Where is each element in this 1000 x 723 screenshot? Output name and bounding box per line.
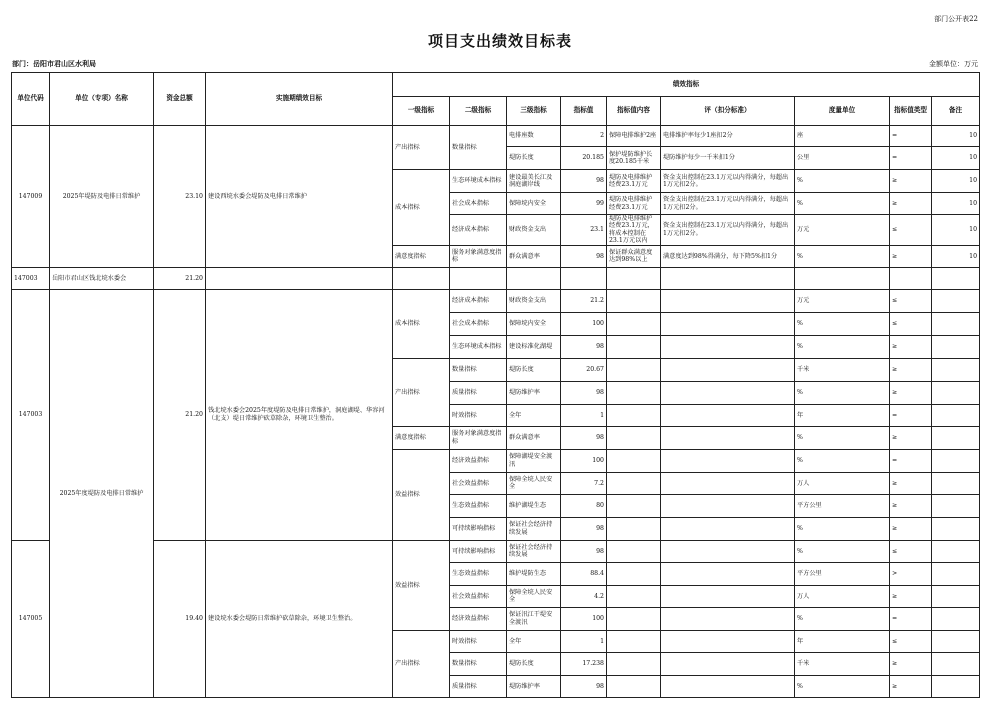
level2-cell: 经济成本指标 xyxy=(450,215,507,246)
level3-cell: 保障全垸人民安全 xyxy=(507,472,561,494)
measure-unit-cell: % xyxy=(795,517,890,540)
scoring-cell: 堤防维护每少一千米扣1分 xyxy=(661,147,795,170)
unit-name-cell: 2025年堤防及电排日常维护 xyxy=(50,126,154,268)
unit-code-cell: 147003 xyxy=(12,267,50,289)
level3-cell: 保障全垸人民安全 xyxy=(507,585,561,607)
value-type-cell: ≥ xyxy=(890,472,932,494)
content-cell: 保护堤防维护长度20.185千米 xyxy=(607,147,661,170)
value-cell: 98 xyxy=(561,517,607,540)
header-total-funds: 资金总额 xyxy=(154,73,206,126)
value-cell: 98 xyxy=(561,381,607,404)
level3-cell: 保证社会经济持续发展 xyxy=(507,517,561,540)
unit-name-cell: 2025年度堤防及电排日常维护 xyxy=(50,289,154,697)
value-type-cell: ≥ xyxy=(890,585,932,607)
measure-unit-cell: % xyxy=(795,540,890,562)
level3-cell: 保障垸内安全 xyxy=(507,193,561,215)
value-type-cell: ≥ xyxy=(890,358,932,381)
value-cell: 100 xyxy=(561,449,607,472)
value-type-cell: ≤ xyxy=(890,312,932,335)
measure-unit-cell: % xyxy=(795,335,890,358)
value-cell: 20.67 xyxy=(561,358,607,381)
value-type-cell: ≥ xyxy=(890,426,932,449)
measure-unit-cell: 万元 xyxy=(795,289,890,312)
level2-cell: 生态效益指标 xyxy=(450,494,507,517)
table-row xyxy=(12,540,980,562)
scoring-cell: 资金支出控制在23.1万元以内得满分，每超出1万元扣2分。 xyxy=(661,215,795,246)
level3-cell: 堤防维护率 xyxy=(507,381,561,404)
value-cell: 100 xyxy=(561,607,607,630)
goal-cell: 建设西垸水委会堤防及电排日常维护 xyxy=(206,126,393,268)
level2-cell: 数量指标 xyxy=(450,358,507,381)
level1-cell: 效益指标 xyxy=(393,540,450,630)
corner-label: 部门公开表22 xyxy=(934,15,978,23)
table-row xyxy=(12,289,980,312)
header-content: 指标值内容 xyxy=(607,97,661,126)
value-cell: 98 xyxy=(561,170,607,193)
level3-cell: 维护湖堤生态 xyxy=(507,494,561,517)
value-type-cell: ≥ xyxy=(890,675,932,697)
value-type-cell: ≤ xyxy=(890,289,932,312)
header-remark: 备注 xyxy=(932,97,980,126)
value-type-cell: = xyxy=(890,404,932,426)
header-scoring: 评（扣分标准） xyxy=(661,97,795,126)
measure-unit-cell: % xyxy=(795,426,890,449)
scoring-cell: 电排维护率每少1座扣2分 xyxy=(661,126,795,147)
unit-code-cell: 147005 xyxy=(12,540,50,697)
level3-cell: 群众满意率 xyxy=(507,426,561,449)
value-cell: 80 xyxy=(561,494,607,517)
header-value: 指标值 xyxy=(561,97,607,126)
scoring-cell: 满意度达到98%得满分，每下降5%扣1分 xyxy=(661,245,795,267)
header-level2: 二级指标 xyxy=(450,97,507,126)
value-type-cell: = xyxy=(890,147,932,170)
measure-unit-cell: 万元 xyxy=(795,215,890,246)
measure-unit-cell: % xyxy=(795,381,890,404)
measure-unit-cell: 座 xyxy=(795,126,890,147)
value-type-cell: ≥ xyxy=(890,335,932,358)
value-cell: 4.2 xyxy=(561,585,607,607)
level2-cell: 数量指标 xyxy=(450,126,507,170)
value-type-cell: ≥ xyxy=(890,652,932,675)
value-cell: 21.2 xyxy=(561,289,607,312)
level2-cell: 生态环境成本指标 xyxy=(450,170,507,193)
scoring-cell: 资金支出控制在23.1万元以内得满分，每超出1万元扣2分。 xyxy=(661,170,795,193)
amount-cell: 21.20 xyxy=(154,289,206,540)
level3-cell: 保障垸内安全 xyxy=(507,312,561,335)
remark-cell: 10 xyxy=(932,147,980,170)
level3-cell: 保证汛江干堤安全渡汛 xyxy=(507,607,561,630)
level2-cell: 服务对象满意度指标 xyxy=(450,426,507,449)
header-unit-code: 单位代码 xyxy=(12,73,50,126)
measure-unit-cell: % xyxy=(795,449,890,472)
level2-cell: 服务对象满意度指标 xyxy=(450,245,507,267)
level3-cell: 堤防长度 xyxy=(507,147,561,170)
level1-cell: 效益指标 xyxy=(393,449,450,540)
header-unit-name: 单位（专项）名称 xyxy=(50,73,154,126)
level3-cell: 建设标准化湖堤 xyxy=(507,335,561,358)
value-type-cell: ≥ xyxy=(890,193,932,215)
value-cell: 1 xyxy=(561,630,607,652)
level2-cell: 经济成本指标 xyxy=(450,289,507,312)
level2-cell: 时效指标 xyxy=(450,404,507,426)
header-indicators: 绩效指标 xyxy=(393,73,980,97)
measure-unit-cell: % xyxy=(795,312,890,335)
value-cell: 7.2 xyxy=(561,472,607,494)
remark-cell: 10 xyxy=(932,170,980,193)
measure-unit-cell: 平方公里 xyxy=(795,562,890,585)
level3-cell: 电排座数 xyxy=(507,126,561,147)
level3-cell: 群众满意率 xyxy=(507,245,561,267)
value-type-cell: ≥ xyxy=(890,381,932,404)
value-cell: 88.4 xyxy=(561,562,607,585)
remark-cell: 10 xyxy=(932,245,980,267)
value-type-cell: ≥ xyxy=(890,517,932,540)
value-type-cell: ≤ xyxy=(890,540,932,562)
level3-cell: 维护堤防生态 xyxy=(507,562,561,585)
level3-cell: 建设最美长江及洞庭湖岸线 xyxy=(507,170,561,193)
level1-cell: 产出指标 xyxy=(393,630,450,697)
amount-cell: 19.40 xyxy=(154,540,206,697)
level2-cell: 生态效益指标 xyxy=(450,562,507,585)
page-title: 项目支出绩效目标表 xyxy=(427,32,572,50)
header-level1: 一级指标 xyxy=(393,97,450,126)
measure-unit-cell: 万人 xyxy=(795,585,890,607)
amount-cell: 21.20 xyxy=(154,267,206,289)
level3-cell: 全年 xyxy=(507,630,561,652)
department-label: 部门：岳阳市君山区水利局 xyxy=(12,59,96,68)
remark-cell: 10 xyxy=(932,215,980,246)
unit-code-cell: 147009 xyxy=(12,126,50,268)
value-type-cell: ≥ xyxy=(890,494,932,517)
measure-unit-cell: % xyxy=(795,607,890,630)
header-measure-unit: 度量单位 xyxy=(795,97,890,126)
value-type-cell: ≤ xyxy=(890,215,932,246)
value-cell: 98 xyxy=(561,675,607,697)
level2-cell: 可持续影响指标 xyxy=(450,540,507,562)
value-type-cell: = xyxy=(890,607,932,630)
performance-table xyxy=(11,72,980,698)
measure-unit-cell: 年 xyxy=(795,404,890,426)
measure-unit-cell: 千米 xyxy=(795,358,890,381)
remark-cell: 10 xyxy=(932,126,980,147)
goal-cell: 建设垸水委会堤防日常维护砍草除杂，环境卫生整治。 xyxy=(206,540,393,697)
level3-cell: 财政资金支出 xyxy=(507,289,561,312)
value-type-cell: ≤ xyxy=(890,630,932,652)
level3-cell: 堤防维护率 xyxy=(507,675,561,697)
content-cell: 保证群众满意度达到98%以上 xyxy=(607,245,661,267)
level3-cell: 堤防长度 xyxy=(507,652,561,675)
measure-unit-cell: 平方公里 xyxy=(795,494,890,517)
level3-cell: 保障湖堤安全渡汛 xyxy=(507,449,561,472)
level1-cell: 产出指标 xyxy=(393,358,450,426)
content-cell: 堤防及电排维护经费23.1万元 xyxy=(607,193,661,215)
measure-unit-cell: 万人 xyxy=(795,472,890,494)
level2-cell: 社会成本指标 xyxy=(450,312,507,335)
value-type-cell: = xyxy=(890,126,932,147)
value-cell: 98 xyxy=(561,335,607,358)
goal-cell: 钱北垸水委会2025年度堤防及电排日常维护，洞庭湖堤、华容河（北支）堤日常维护砍草除杂，环境卫生整治。 xyxy=(206,289,393,540)
measure-unit-cell: % xyxy=(795,675,890,697)
level2-cell: 社会成本指标 xyxy=(450,193,507,215)
value-cell: 20.185 xyxy=(561,147,607,170)
value-cell: 17.238 xyxy=(561,652,607,675)
level3-cell: 堤防长度 xyxy=(507,358,561,381)
content-cell: 堤防及电排维护经费23.1万元 xyxy=(607,170,661,193)
unit-code-cell: 147003 xyxy=(12,289,50,540)
level2-cell: 质量指标 xyxy=(450,381,507,404)
value-cell: 98 xyxy=(561,426,607,449)
level1-cell: 产出指标 xyxy=(393,126,450,170)
level1-cell: 满意度指标 xyxy=(393,426,450,449)
level2-cell: 时效指标 xyxy=(450,630,507,652)
amount-unit-label: 金额单位：万元 xyxy=(929,60,978,68)
measure-unit-cell: 年 xyxy=(795,630,890,652)
measure-unit-cell: % xyxy=(795,170,890,193)
amount-cell: 23.10 xyxy=(154,126,206,268)
level2-cell: 生态环境成本指标 xyxy=(450,335,507,358)
table-row xyxy=(12,267,980,289)
measure-unit-cell: % xyxy=(795,245,890,267)
content-cell: 保障电排维护2座 xyxy=(607,126,661,147)
value-cell: 98 xyxy=(561,245,607,267)
value-type-cell: ≥ xyxy=(890,170,932,193)
value-cell: 100 xyxy=(561,312,607,335)
level3-cell: 全年 xyxy=(507,404,561,426)
level2-cell: 经济效益指标 xyxy=(450,607,507,630)
value-cell: 1 xyxy=(561,404,607,426)
level2-cell: 社会效益指标 xyxy=(450,472,507,494)
scoring-cell: 资金支出控制在23.1万元以内得满分，每超出1万元扣2分。 xyxy=(661,193,795,215)
value-cell: 99 xyxy=(561,193,607,215)
value-type-cell: > xyxy=(890,562,932,585)
value-type-cell: ≥ xyxy=(890,245,932,267)
table-row xyxy=(12,126,980,147)
measure-unit-cell: 公里 xyxy=(795,147,890,170)
level1-cell: 满意度指标 xyxy=(393,245,450,267)
value-cell: 2 xyxy=(561,126,607,147)
measure-unit-cell: % xyxy=(795,193,890,215)
level1-cell: 成本指标 xyxy=(393,170,450,246)
level2-cell: 数量指标 xyxy=(450,652,507,675)
header-goal: 实施期绩效目标 xyxy=(206,73,393,126)
unit-name-cell: 岳阳市君山区钱北垸水委会 xyxy=(50,267,154,289)
level2-cell: 经济效益指标 xyxy=(450,449,507,472)
level3-cell: 保证社会经济持续发展 xyxy=(507,540,561,562)
remark-cell: 10 xyxy=(932,193,980,215)
level2-cell: 社会效益指标 xyxy=(450,585,507,607)
level3-cell: 财政资金支出 xyxy=(507,215,561,246)
measure-unit-cell: 千米 xyxy=(795,652,890,675)
header-value-type: 指标值类型 xyxy=(890,97,932,126)
value-cell: 98 xyxy=(561,540,607,562)
header-level3: 三级指标 xyxy=(507,97,561,126)
content-cell: 堤防及电排维护经费23.1万元，将成本控制在23.1万元以内 xyxy=(607,215,661,246)
value-type-cell: = xyxy=(890,449,932,472)
level2-cell: 质量指标 xyxy=(450,675,507,697)
level2-cell: 可持续影响指标 xyxy=(450,517,507,540)
value-cell: 23.1 xyxy=(561,215,607,246)
level1-cell: 成本指标 xyxy=(393,289,450,358)
